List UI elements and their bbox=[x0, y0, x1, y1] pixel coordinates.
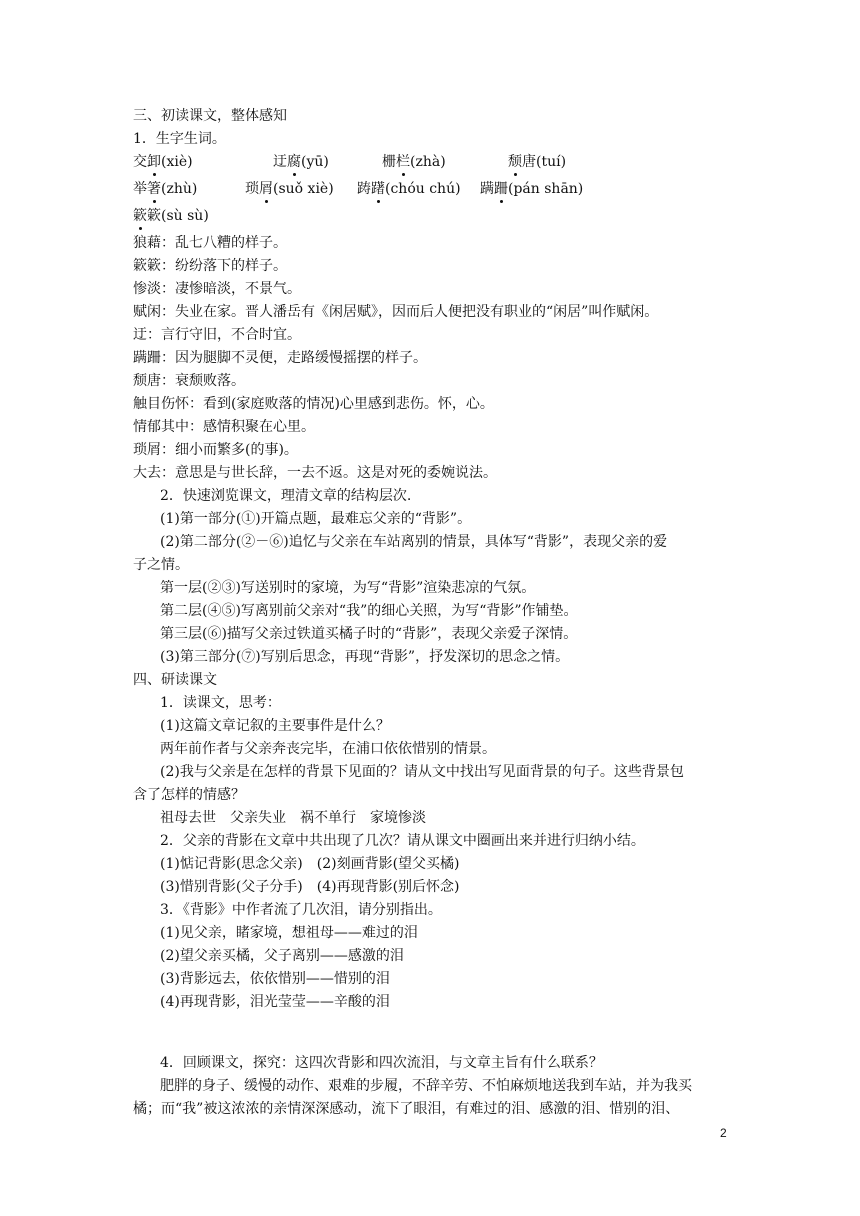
definition-line: 情郁其中：感情积聚在心里。 bbox=[133, 419, 315, 435]
definition-line: 大去：意思是与世长辞，一去不返。这是对死的委婉说法。 bbox=[133, 465, 497, 481]
vocab-item: 踌躇 (chóu chú) bbox=[357, 180, 461, 198]
definition-line: 迂：言行守旧，不合时宜。 bbox=[133, 327, 301, 343]
paragraph-line: 子之情。 bbox=[133, 557, 189, 573]
definition-line: 赋闲：失业在家。晋人潘岳有《闲居赋》，因而后人便把没有职业的“闲居”叫作赋闲。 bbox=[133, 304, 659, 320]
definition-line: 颓唐：衰颓败落。 bbox=[133, 373, 245, 389]
page-number: 2 bbox=[720, 1126, 727, 1140]
definition-line: 触目伤怀：看到(家庭败落的情况)心里感到悲伤。怀，心。 bbox=[133, 396, 494, 412]
vocab-item: 蹒跚 (pán shān) bbox=[480, 180, 583, 198]
paragraph-line: (2)第二部分(②－⑥)追忆与父亲在车站离别的情景，具体写“背影”，表现父亲的爱 bbox=[160, 534, 668, 550]
answer-line: (2)望父亲买橘，父子离别——感激的泪 bbox=[160, 948, 404, 964]
paragraph-line: 第二层(④⑤)写离别前父亲对“我”的细心关照，为写“背影”作铺垫。 bbox=[160, 603, 578, 619]
vocab-item: 颓 唐(tuí) bbox=[508, 153, 566, 171]
question-line: 含了怎样的情感？ bbox=[133, 787, 245, 803]
answer-line: (4)再现背影，泪光莹莹——辛酸的泪 bbox=[160, 994, 390, 1010]
section-heading: 四、研读课文 bbox=[133, 672, 217, 688]
vocab-item: 簌 簌(sù sù) bbox=[133, 207, 209, 225]
answer-line: (3)背影远去，依依惜别——惜别的泪 bbox=[160, 971, 390, 987]
question-heading: 1．读课文，思考： bbox=[160, 695, 281, 711]
paragraph-line: 第一层(②③)写送别时的家境，为写“背影”渲染悲凉的气氛。 bbox=[160, 580, 536, 596]
subheading: 1．生字生词。 bbox=[133, 131, 226, 147]
question-heading: 3．《背影》中作者流了几次泪，请分别指出。 bbox=[160, 902, 442, 918]
paragraph-line: 第三层(⑥)描写父亲过铁道买橘子时的“背影”，表现父亲爱子深情。 bbox=[160, 626, 578, 642]
question-heading: 2．父亲的背影在文章中共出现了几次？请从课文中圈画出来并进行归纳小结。 bbox=[160, 833, 645, 849]
definition-line: 惨淡：凄惨暗淡，不景气。 bbox=[133, 281, 301, 297]
paragraph-line: (1)第一部分(①)开篇点题，最难忘父亲的“背影”。 bbox=[160, 511, 472, 527]
answer-line: 肥胖的身子、缓慢的动作、艰难的步履，不辞辛劳、不怕麻烦地送我到车站，并为我买 bbox=[160, 1078, 692, 1094]
vocab-item: 栅栏 (zhà) bbox=[382, 153, 446, 171]
answer-line: 祖母去世 父亲失业 祸不单行 家境惨淡 bbox=[160, 810, 426, 826]
section-heading: 三、初读课文，整体感知 bbox=[133, 108, 287, 124]
definition-line: 狼藉：乱七八糟的样子。 bbox=[133, 235, 287, 251]
vocab-item: 琐屑 (suǒ xiè) bbox=[245, 180, 334, 198]
vocab-item: 迂腐 (yū) bbox=[273, 153, 329, 171]
definition-line: 簌簌：纷纷落下的样子。 bbox=[133, 258, 287, 274]
vocab-item: 举箸 (zhù) bbox=[133, 180, 197, 198]
question-heading: 4．回顾课文，探究：这四次背影和四次流泪，与文章主旨有什么联系？ bbox=[160, 1055, 603, 1071]
answer-line: (1)见父亲，睹家境，想祖母——难过的泪 bbox=[160, 925, 418, 941]
subheading: 2．快速浏览课文，理清文章的结构层次. bbox=[160, 488, 412, 504]
answer-line: 橘；而“我”被这浓浓的亲情深深感动，流下了眼泪，有难过的泪、感激的泪、惜别的泪、 bbox=[133, 1101, 680, 1117]
question-line: (2)我与父亲是在怎样的背景下见面的？请从文中找出写见面背景的句子。这些背景包 bbox=[160, 764, 684, 780]
vocab-item: 交卸 (xiè) bbox=[133, 153, 193, 171]
definition-line: 蹒跚：因为腿脚不灵便，走路缓慢摇摆的样子。 bbox=[133, 350, 427, 366]
answer-line: (3)惜别背影(父子分手) (4)再现背影(别后怀念) bbox=[160, 879, 460, 895]
answer-line: 两年前作者与父亲奔丧完毕，在浦口依依惜别的情景。 bbox=[160, 741, 496, 757]
answer-line: (1)惦记背影(思念父亲) (2)刻画背影(望父买橘) bbox=[160, 856, 460, 872]
question-line: (1)这篇文章记叙的主要事件是什么？ bbox=[160, 718, 390, 734]
definition-line: 琐屑：细小而繁多(的事)。 bbox=[133, 442, 298, 458]
paragraph-line: (3)第三部分(⑦)写别后思念，再现“背影”，抒发深切的思念之情。 bbox=[160, 649, 570, 665]
